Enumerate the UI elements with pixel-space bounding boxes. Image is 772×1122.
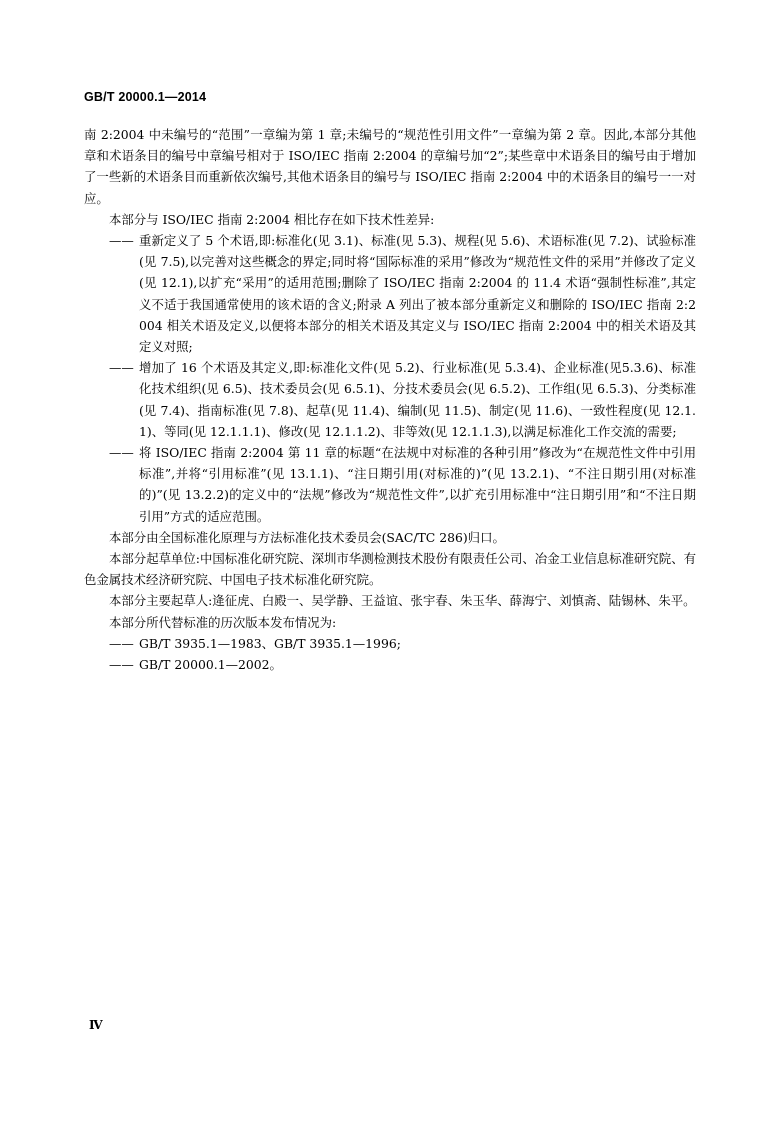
list-item-text: GB/T 3935.1—1983、GB/T 3935.1—1996; <box>139 635 401 651</box>
list-item <box>84 654 696 675</box>
intro-paragraph: 南 2:2004 中未编号的“范围”一章编为第 1 章;未编号的“规范性引用文件”一章编为第 2 章。因此,本部分其他章和术语条目的编号中章编号相对于 ISO/IEC 指南 2:2004 的章编号加“2”;某些章中术语条目的编号由于增加了一些新的术语条目而重新依次编号,其他术语条目的编号与 ISO/IEC 指南 2:2004 中的术语条目的编号一一对应。 <box>84 127 696 206</box>
list-dash: —— <box>109 635 134 651</box>
list-dash: —— <box>109 233 134 249</box>
list-dash: —— <box>109 360 134 376</box>
history-intro: 本部分所代替标准的历次版本发布情况为: <box>109 614 337 630</box>
list-dash: —— <box>109 657 134 673</box>
drafting-units: 本部分起草单位:中国标准化研究院、深圳市华测检测技术股份有限责任公司、冶金工业信息标准研究院、有色金属技术经济研究院、中国电子技术标准化研究院。 <box>84 551 696 588</box>
list-item <box>84 357 696 442</box>
standard-number-header: GB/T 20000.1—2014 <box>84 90 207 104</box>
list-dash: —— <box>109 445 134 461</box>
proposed-by: 本部分由全国标准化原理与方法标准化技术委员会(SAC/TC 286)归口。 <box>109 529 505 545</box>
list-item-text: 将 ISO/IEC 指南 2:2004 第 11 章的标题“在法规中对标准的各种引用”修改为“在规范性文件中引用标准”,并将“引用标准”(见 13.1.1)、“注日期引用(对标准的)”(见 13.2.1)、“不注日期引用(对标准的)”(见 13.2.2)的定义中的“法规”修改为“规范性文件”,以扩充引用标准中“注日期引用”和“不注日期引用”方式的适应范围。 <box>139 445 696 524</box>
list-item-text: GB/T 20000.1—2002。 <box>139 657 282 673</box>
list-item-text: 重新定义了 5 个术语,即:标准化(见 3.1)、标准(见 5.3)、规程(见 5.6)、术语标准(见 7.2)、试验标准(见 7.5),以完善对这些概念的界定;同时将“国际标准的采用”修改为“规范性文件的采用”并修改了定义(见 12.1),以扩充“采用”的适用范围;删除了 ISO/IEC 指南 2:2004 的 11.4 术语“强制性标准”,其定义不适于我国通常使用的该术语的含义;附录 A 列出了被本部分重新定义和删除的 ISO/IEC 指南 2:2004 相关术语及定义,以便将本部分的相关术语及其定义与 ISO/IEC 指南 2:2004 中的相关术语及其定义对照; <box>139 233 696 355</box>
page-number: Ⅳ <box>89 1018 103 1032</box>
differences-list <box>84 230 696 527</box>
drafters: 本部分主要起草人:逄征虎、白殿一、吴学静、王益谊、张宇春、朱玉华、薛海宁、刘慎斋、陆锡林、朱平。 <box>109 593 696 609</box>
list-item <box>84 633 696 654</box>
list-item-text: 增加了 16 个术语及其定义,即:标准化文件(见 5.2)、行业标准(见 5.3.4)、企业标准(见5.3.6)、标准化技术组织(见 6.5)、技术委员会(见 6.5.1)、分技术委员会(见 6.5.2)、工作组(见 6.5.3)、分类标准(见 7.4)、指南标准(见 7.8)、起草(见 11.4)、编制(见 11.5)、制定(见 11.6)、一致性程度(见 12.1.1)、等同(见 12.1.1.1)、修改(见 12.1.1.2)、非等效(见 12.1.1.3),以满足标准化工作交流的需要; <box>139 360 696 439</box>
differences-intro: 本部分与 ISO/IEC 指南 2:2004 相比存在如下技术性差异: <box>109 211 435 227</box>
list-item <box>84 230 696 357</box>
foreword-body <box>84 124 696 675</box>
list-item <box>84 442 696 527</box>
history-list <box>84 633 696 675</box>
